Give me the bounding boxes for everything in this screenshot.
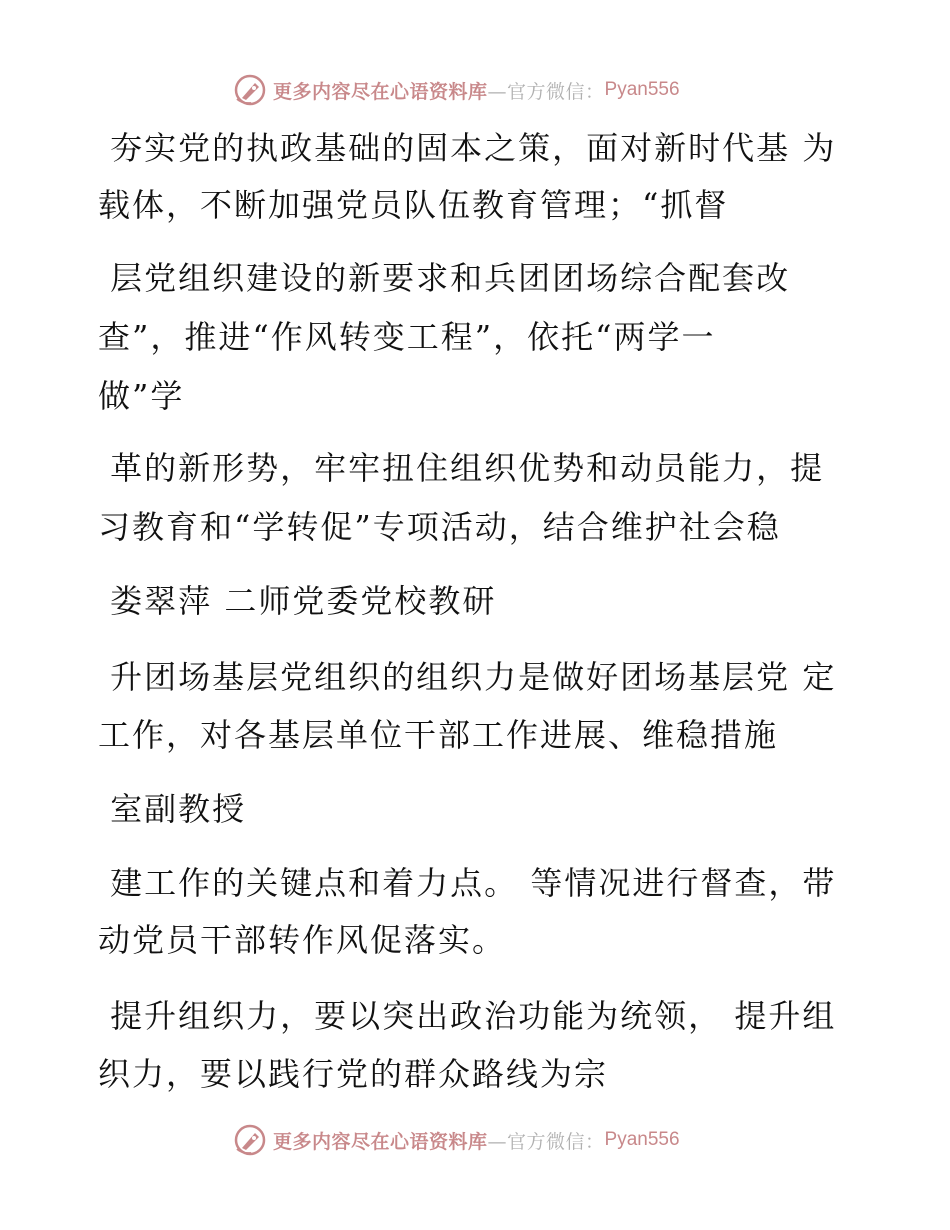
watermark-lead-text: 更多内容尽在心语资料库 bbox=[273, 1130, 488, 1153]
body-text-line: 层党组织建设的新要求和兵团团场综合配套改 bbox=[98, 259, 791, 297]
footer-watermark bbox=[233, 1120, 680, 1160]
body-text-line: 工作，对各基层单位干部工作进展、维稳措施 bbox=[98, 716, 779, 754]
pen-nib-seal-icon bbox=[233, 1123, 267, 1157]
body-text-line: 夯实党的执政基础的固本之策，面对新时代基 为 bbox=[98, 129, 837, 167]
body-text-line: 织力，要以践行党的群众路线为宗 bbox=[98, 1055, 609, 1093]
watermark-wechat-id: Pyan556 bbox=[604, 79, 680, 100]
watermark-wechat-id: Pyan556 bbox=[604, 1129, 680, 1150]
body-text-line: 升团场基层党组织的组织力是做好团场基层党 定 bbox=[98, 658, 837, 696]
body-text-line: 动党员干部转作风促落实。 bbox=[98, 921, 507, 959]
body-text-line: 提升组织力，要以突出政治功能为统领， 提升组 bbox=[98, 997, 837, 1035]
body-text-line: 做”学 bbox=[98, 377, 185, 415]
watermark-separator-text: —官方微信： bbox=[487, 1130, 605, 1153]
body-text-line: 载体，不断加强党员队伍教育管理；“抓督 bbox=[98, 186, 729, 224]
header-watermark bbox=[233, 70, 680, 110]
body-text-line: 建工作的关键点和着力点。 等情况进行督查，带 bbox=[98, 864, 837, 902]
watermark-lead-text: 更多内容尽在心语资料库 bbox=[273, 80, 488, 103]
pen-nib-seal-icon bbox=[233, 73, 267, 107]
body-text-line: 查”，推进“作风转变工程”，依托“两学一 bbox=[98, 318, 716, 356]
author-title-line: 室副教授 bbox=[98, 790, 247, 828]
body-text-line: 革的新形势，牢牢扭住组织优势和动员能力，提 bbox=[98, 449, 825, 487]
author-line: 娄翠萍 二师党委党校教研 bbox=[98, 582, 497, 620]
body-text-line: 习教育和“学转促”专项活动，结合维护社会稳 bbox=[98, 508, 781, 546]
watermark-separator-text: —官方微信： bbox=[487, 80, 605, 103]
